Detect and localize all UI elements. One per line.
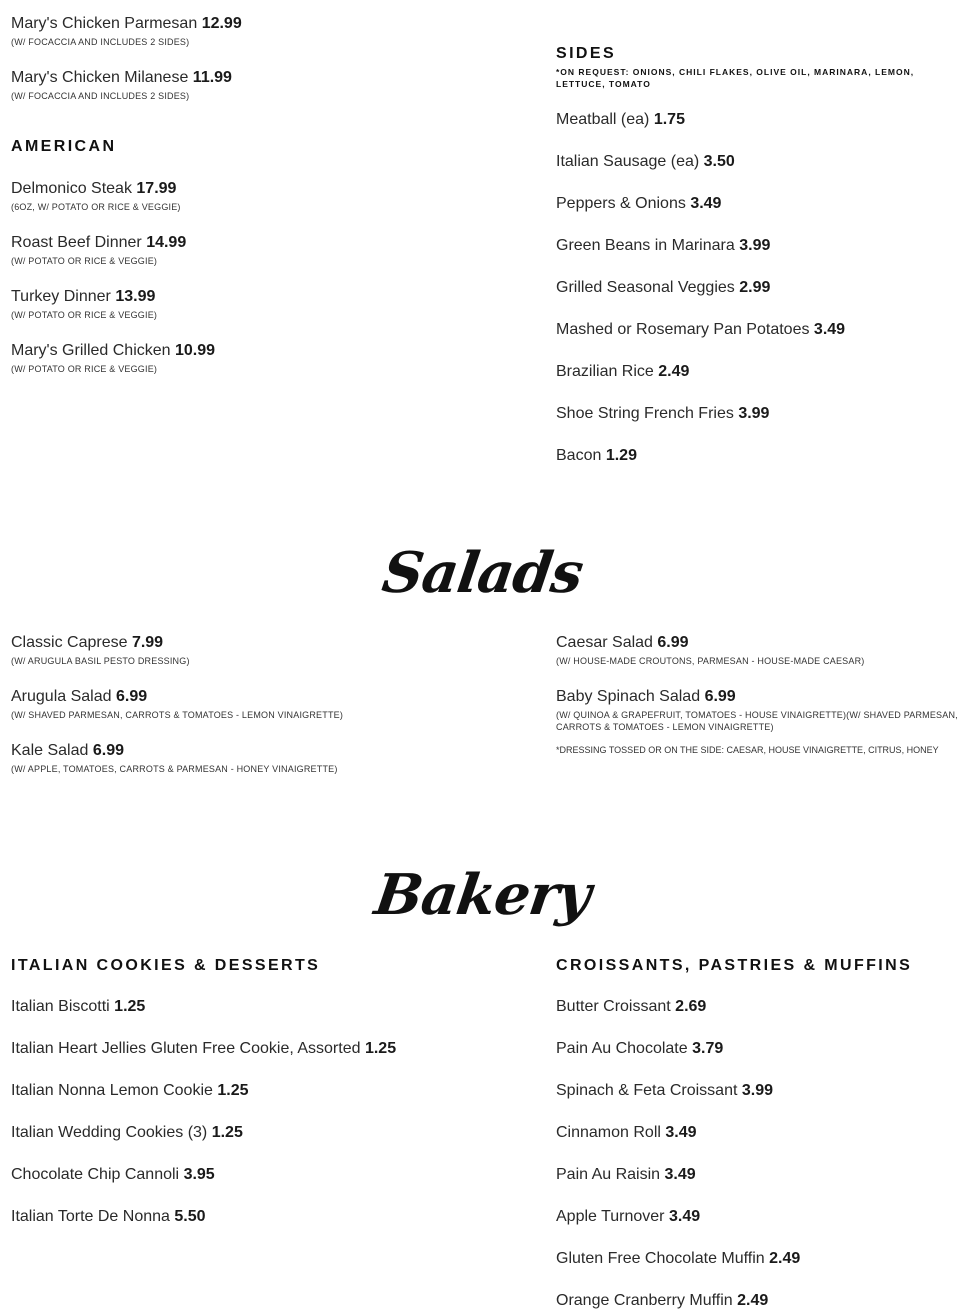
item-price: 1.25	[217, 1082, 249, 1099]
bakery-item-orange-cranberry-muffin	[556, 1292, 768, 1310]
item-price: 1.25	[364, 1040, 397, 1057]
item-price: 3.49	[690, 195, 722, 212]
item-name: Mary's Chicken Milanese	[11, 69, 189, 86]
item-price: 3.95	[183, 1166, 215, 1183]
side-item-french-fries	[556, 405, 769, 423]
bakery-item-butter-croissant	[556, 998, 706, 1016]
item-name: Meatball (ea)	[556, 111, 650, 128]
dressing-footnote: *DRESSING TOSSED OR ON THE SIDE: CAESAR, HOUSE VINAIGRETTE, CITRUS, HONEY	[556, 745, 939, 755]
item-name: Butter Croissant	[556, 998, 671, 1015]
item-price: 3.99	[741, 1082, 774, 1099]
side-item-potatoes	[556, 321, 845, 339]
side-item-peppers-onions	[556, 195, 721, 213]
section-title-bakery: Bakery	[370, 862, 595, 928]
item-price: 3.49	[665, 1124, 697, 1141]
menu-item-delmonico-steak	[11, 180, 181, 213]
item-description: (6OZ, W/ POTATO OR RICE & VEGGIE)	[11, 202, 181, 212]
side-item-brazilian-rice	[556, 363, 689, 381]
menu-item-roast-beef-dinner	[11, 234, 186, 267]
item-price: 1.25	[211, 1124, 243, 1141]
item-description: (W/ POTATO OR RICE & VEGGIE)	[11, 256, 158, 266]
bakery-item-biscotti	[11, 998, 145, 1016]
section-heading-american: AMERICAN	[11, 138, 117, 155]
item-name: Gluten Free Chocolate Muffin	[556, 1250, 765, 1267]
item-name: Spinach & Feta Croissant	[556, 1082, 738, 1099]
item-price: 7.99	[131, 634, 164, 651]
item-price: 3.99	[739, 237, 771, 254]
salad-item-classic-caprese	[11, 634, 190, 667]
item-name: Pain Au Raisin	[556, 1166, 661, 1183]
item-price: 6.99	[115, 688, 148, 705]
menu-item-turkey-dinner	[11, 288, 157, 321]
item-name: Italian Sausage (ea)	[556, 153, 700, 170]
item-price: 6.99	[704, 688, 736, 705]
item-description: (W/ ARUGULA BASIL PESTO DRESSING)	[11, 656, 190, 666]
item-name: Turkey Dinner	[11, 288, 111, 305]
item-description: (W/ POTATO OR RICE & VEGGIE)	[11, 364, 158, 374]
item-name: Italian Torte De Nonna	[11, 1208, 170, 1225]
bakery-item-apple-turnover	[556, 1208, 700, 1226]
section-heading-sides: SIDES	[556, 45, 617, 62]
salad-item-baby-spinach	[556, 688, 958, 733]
side-item-green-beans	[556, 237, 770, 255]
item-price: 6.99	[657, 634, 689, 651]
item-price: 6.99	[92, 742, 124, 759]
item-name: Caesar Salad	[556, 634, 653, 651]
bakery-item-gf-chocolate-muffin	[556, 1250, 800, 1268]
item-name: Pain Au Chocolate	[556, 1040, 688, 1057]
bakery-item-lemon-cookie	[11, 1082, 249, 1100]
item-description: (W/ SHAVED PARMESAN, CARROTS & TOMATOES - LEMON VINAIGRETTE)	[11, 710, 344, 720]
item-name: Orange Cranberry Muffin	[556, 1292, 733, 1309]
item-price: 13.99	[115, 288, 156, 305]
salad-item-kale	[11, 742, 338, 775]
menu-item-grilled-chicken	[11, 342, 215, 375]
item-name: Grilled Seasonal Veggies	[556, 279, 735, 296]
item-price: 2.49	[769, 1250, 801, 1267]
item-price: 3.49	[813, 321, 846, 338]
menu-item-chicken-parmesan	[11, 15, 242, 48]
bakery-item-cannoli	[11, 1166, 215, 1184]
side-item-grilled-veggies	[556, 279, 770, 297]
item-name: Italian Biscotti	[11, 998, 110, 1015]
bakery-item-wedding-cookies	[11, 1124, 243, 1142]
item-description: (W/ QUINOA & GRAPEFRUIT, TOMATOES - HOUSE VINAIGRETTE)(W/ SHAVED PARMESAN,	[556, 710, 958, 720]
item-name: Mary's Grilled Chicken	[11, 342, 171, 359]
section-heading-pastries: CROISSANTS, PASTRIES & MUFFINS	[556, 957, 913, 974]
item-price: 3.49	[664, 1166, 696, 1183]
item-description: (W/ FOCACCIA AND INCLUDES 2 SIDES)	[11, 37, 190, 47]
item-price: 5.50	[174, 1208, 206, 1225]
item-description: (W/ APPLE, TOMATOES, CARROTS & PARMESAN - HONEY VINAIGRETTE)	[11, 764, 338, 774]
item-price: 17.99	[136, 180, 177, 197]
item-name: Kale Salad	[11, 742, 89, 759]
item-price: 2.69	[675, 998, 707, 1015]
item-price: 1.25	[114, 998, 146, 1015]
item-name: Arugula Salad	[11, 688, 112, 705]
item-description: (W/ POTATO OR RICE & VEGGIE)	[11, 310, 158, 320]
item-name: Green Beans in Marinara	[556, 237, 735, 254]
item-name: Shoe String French Fries	[556, 405, 734, 422]
item-price: 3.99	[738, 405, 770, 422]
item-name: Cinnamon Roll	[556, 1124, 661, 1141]
item-price: 1.75	[653, 111, 685, 128]
item-price: 3.79	[692, 1040, 724, 1057]
bakery-item-pain-au-chocolate	[556, 1040, 723, 1058]
item-price: 3.50	[703, 153, 735, 170]
bakery-item-torte	[11, 1208, 206, 1226]
section-title-salads: Salads	[378, 540, 587, 606]
item-price: 2.49	[658, 363, 690, 380]
item-price: 11.99	[192, 69, 232, 86]
item-name: Classic Caprese	[11, 634, 128, 651]
item-description-continued: CARROTS & TOMATOES - LEMON VINAIGRETTE)	[556, 722, 774, 732]
item-name: Apple Turnover	[556, 1208, 665, 1225]
item-name: Brazilian Rice	[556, 363, 654, 380]
side-item-italian-sausage	[556, 153, 735, 171]
item-name: Baby Spinach Salad	[556, 688, 701, 705]
item-name: Chocolate Chip Cannoli	[11, 1166, 180, 1183]
menu-item-chicken-milanese	[11, 69, 232, 102]
bakery-item-spinach-feta	[556, 1082, 773, 1100]
item-name: Peppers & Onions	[556, 195, 686, 212]
item-description: (W/ FOCACCIA AND INCLUDES 2 SIDES)	[11, 91, 190, 101]
item-name: Italian Heart Jellies Gluten Free Cookie, Assorted	[11, 1040, 361, 1057]
bakery-item-heart-jellies	[11, 1040, 396, 1058]
item-name: Delmonico Steak	[11, 180, 132, 197]
item-price: 3.49	[668, 1208, 701, 1225]
item-price: 2.49	[737, 1292, 769, 1309]
item-price: 2.99	[739, 279, 771, 296]
item-price: 12.99	[201, 15, 242, 32]
salad-item-caesar	[556, 634, 865, 667]
sides-request-note: *ON REQUEST: ONIONS, CHILI FLAKES, OLIVE OIL, MARINARA, LEMON, LETTUCE, TOMATO	[556, 67, 915, 89]
salad-item-arugula	[11, 688, 343, 721]
item-price: 10.99	[175, 342, 216, 359]
bakery-item-cinnamon-roll	[556, 1124, 697, 1142]
item-price: 1.29	[605, 447, 637, 464]
item-price: 14.99	[146, 234, 187, 251]
item-name: Mary's Chicken Parmesan	[11, 15, 198, 32]
item-name: Roast Beef Dinner	[11, 234, 142, 251]
item-name: Mashed or Rosemary Pan Potatoes	[556, 321, 810, 338]
side-item-meatball	[556, 111, 685, 129]
item-name: Italian Nonna Lemon Cookie	[11, 1082, 213, 1099]
section-heading-cookies-desserts: ITALIAN COOKIES & DESSERTS	[11, 957, 321, 974]
item-description: (W/ HOUSE-MADE CROUTONS, PARMESAN - HOUSE-MADE CAESAR)	[556, 656, 865, 666]
side-item-bacon	[556, 447, 637, 465]
item-name: Italian Wedding Cookies (3)	[11, 1124, 208, 1141]
bakery-item-pain-au-raisin	[556, 1166, 696, 1184]
item-name: Bacon	[556, 447, 602, 464]
